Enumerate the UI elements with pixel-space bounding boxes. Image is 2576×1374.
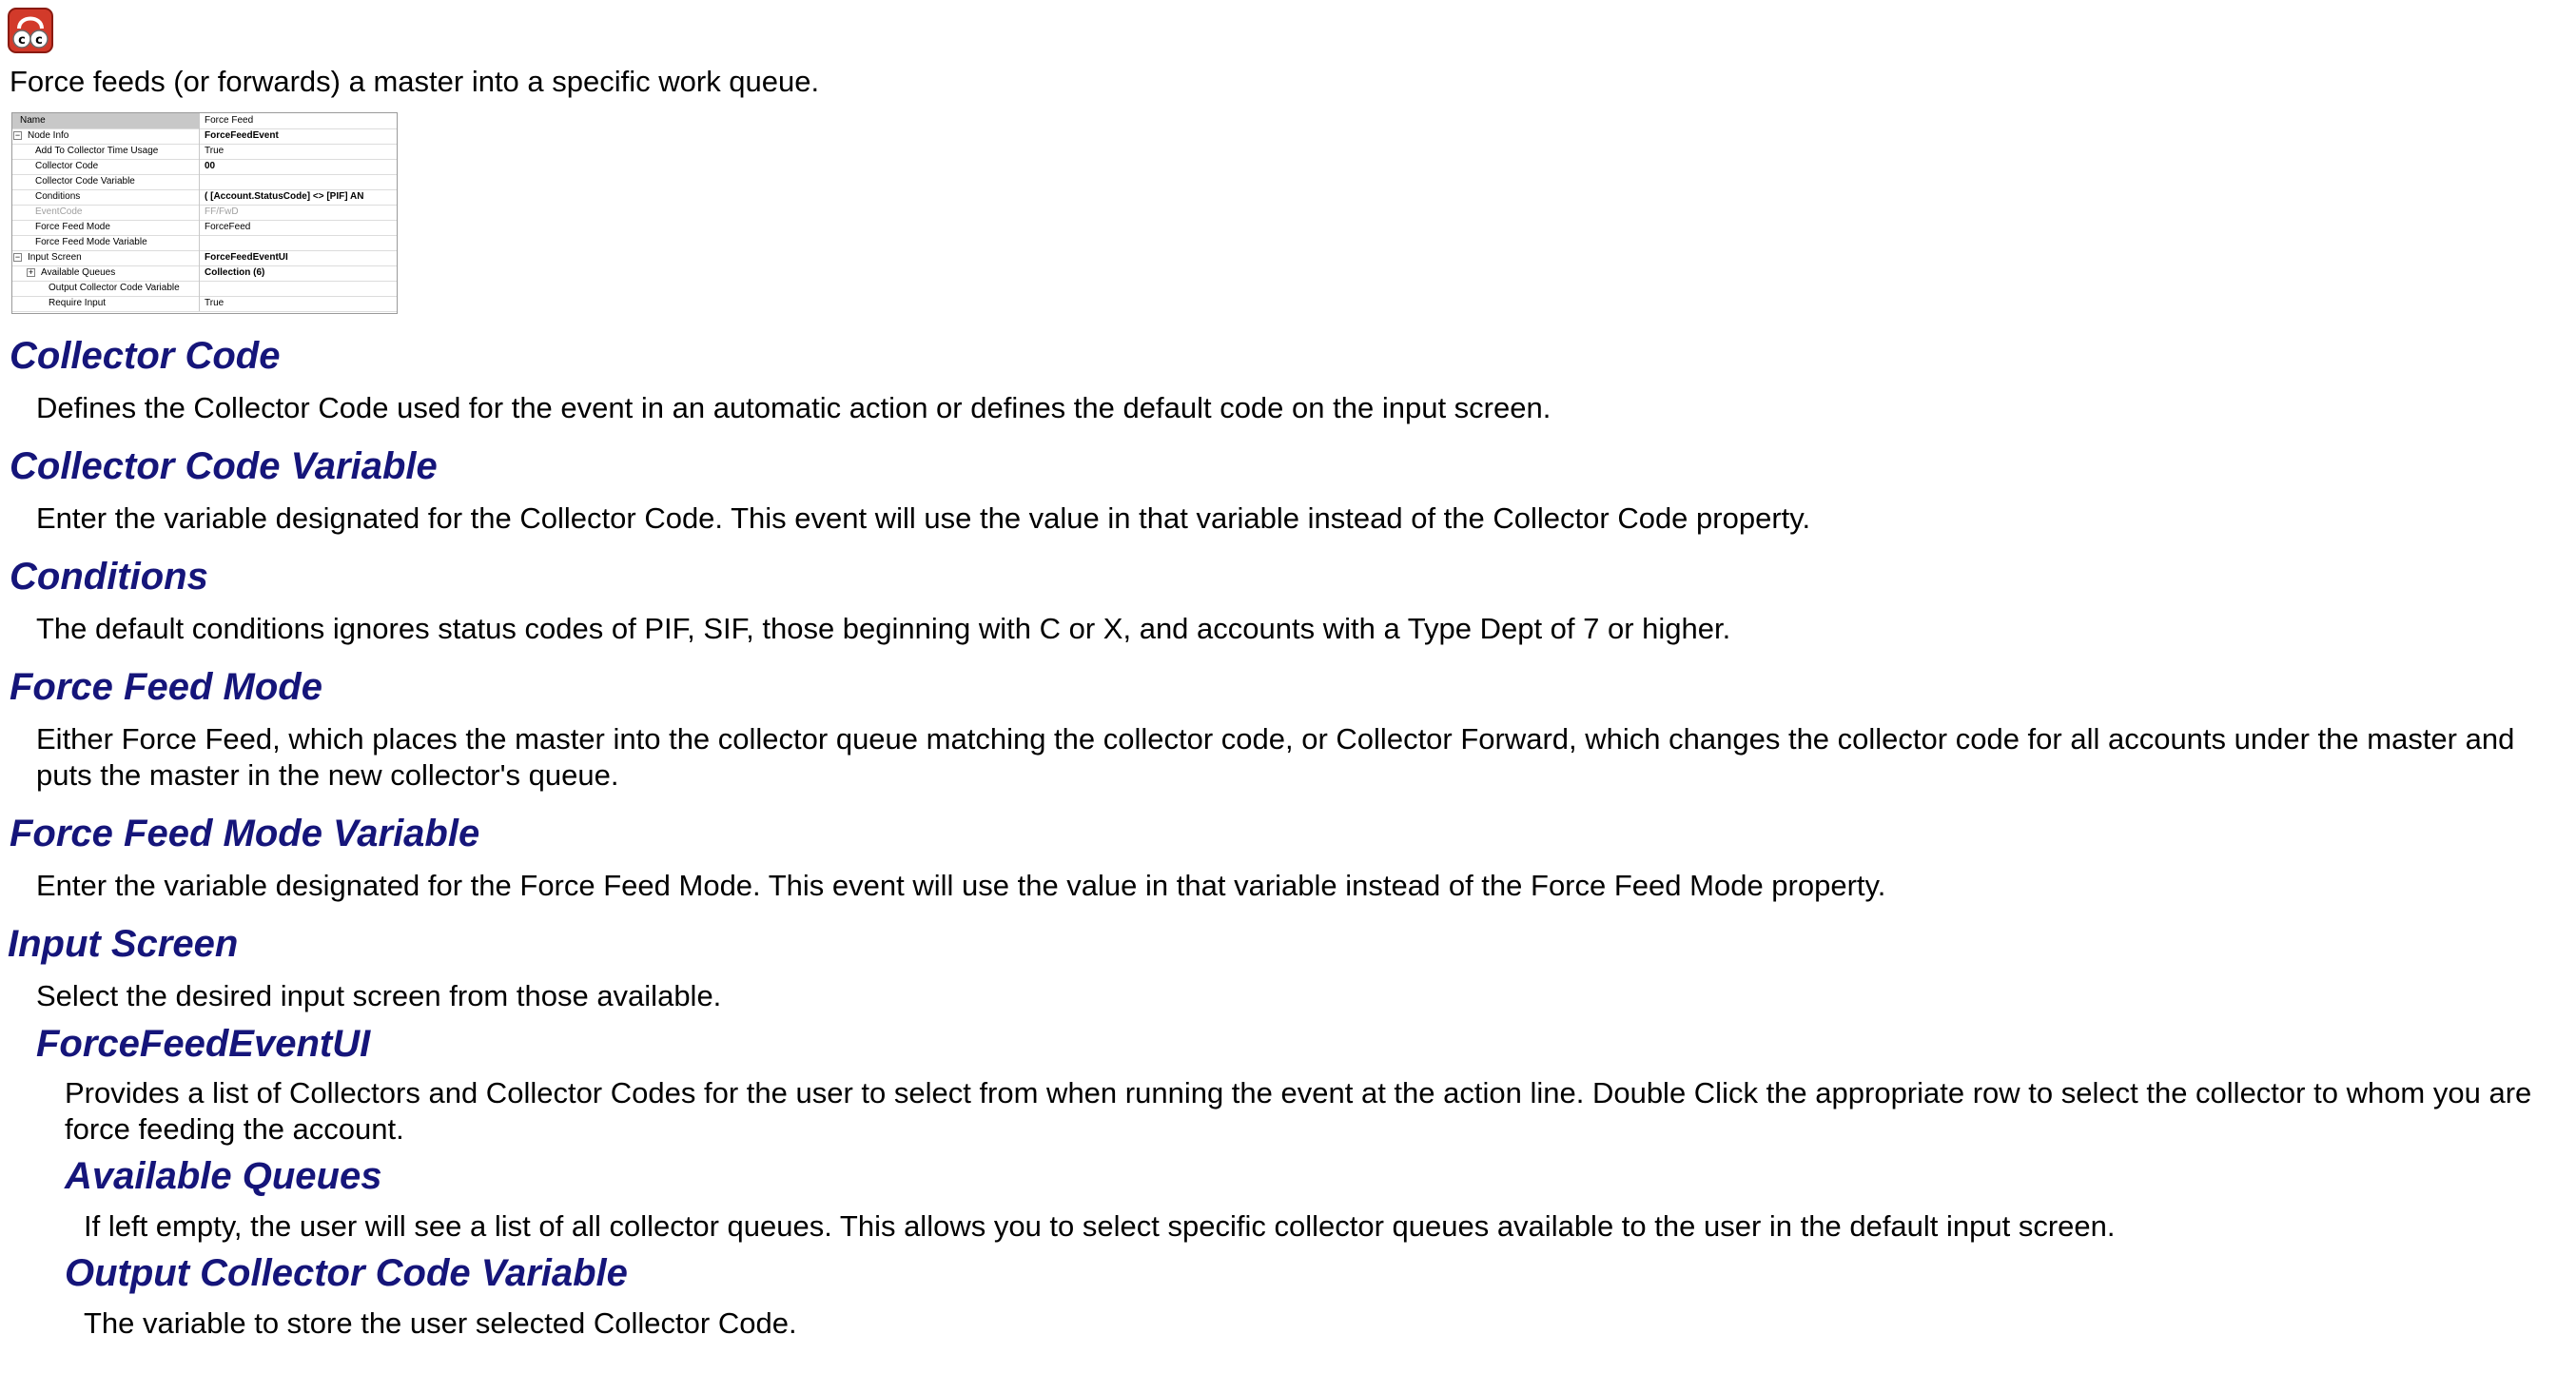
property-value[interactable]: ForceFeedEventUI: [205, 252, 288, 263]
text-output-collector-code-variable: The variable to store the user selected Collector Code.: [84, 1306, 797, 1340]
property-name-cell: [12, 205, 200, 220]
property-name-cell: [12, 296, 200, 311]
property-row[interactable]: [12, 235, 397, 251]
property-name-cell: [12, 144, 200, 159]
heading-force-feed-mode-variable: Force Feed Mode Variable: [10, 813, 480, 854]
property-row[interactable]: [12, 296, 397, 312]
property-name-cell: [12, 174, 200, 189]
property-name: Output Collector Code Variable: [49, 283, 180, 293]
collapse-icon[interactable]: −: [14, 252, 21, 262]
property-row[interactable]: [12, 220, 397, 236]
property-name: Collector Code Variable: [35, 176, 135, 186]
property-value[interactable]: 00: [205, 161, 216, 171]
property-value[interactable]: True: [205, 146, 224, 156]
property-row[interactable]: [12, 250, 397, 266]
heading-forcefeedeventui: ForceFeedEventUI: [36, 1023, 371, 1065]
heading-collector-code-variable: Collector Code Variable: [10, 445, 438, 487]
text-input-screen: Select the desired input screen from those available.: [36, 979, 722, 1012]
property-row[interactable]: [12, 281, 397, 297]
text-conditions: The default conditions ignores status codes of PIF, SIF, those beginning with C or X, and accounts with a Type Dept of 7 or higher.: [36, 612, 1731, 645]
heading-available-queues: Available Queues: [65, 1155, 382, 1197]
heading-force-feed-mode: Force Feed Mode: [10, 666, 322, 708]
text-collector-code: Defines the Collector Code used for the event in an automatic action or defines the default code on the input screen.: [36, 391, 1551, 424]
property-grid[interactable]: [11, 112, 398, 314]
expand-icon[interactable]: +: [28, 267, 34, 277]
svg-text:c: c: [35, 33, 43, 48]
text-collector-code-variable: Enter the variable designated for the Collector Code. This event will use the value in that variable instead of the Collector Code property.: [36, 501, 1811, 535]
property-name-cell: [12, 189, 200, 205]
heading-conditions: Conditions: [10, 556, 208, 598]
property-row[interactable]: [12, 189, 397, 206]
property-value[interactable]: [201, 235, 395, 250]
property-name: Available Queues: [41, 267, 116, 278]
intro-text: Force feeds (or forwards) a master into a specific work queue.: [10, 65, 820, 98]
property-name-cell: [12, 281, 200, 296]
heading-collector-code: Collector Code: [10, 335, 281, 377]
property-name: Input Screen: [28, 252, 82, 263]
property-row[interactable]: [12, 144, 397, 160]
text-available-queues: If left empty, the user will see a list of all collector queues. This allows you to select specific collector queues available to the user in the default input screen.: [84, 1209, 2116, 1243]
svg-text:c: c: [18, 33, 26, 48]
property-row[interactable]: [12, 205, 397, 221]
property-name: Force Feed Mode Variable: [35, 237, 147, 247]
property-value[interactable]: ForceFeedEvent: [205, 130, 279, 141]
property-row[interactable]: [12, 128, 397, 145]
heading-output-collector-code-variable: Output Collector Code Variable: [65, 1252, 628, 1294]
property-name: Collector Code: [35, 161, 99, 171]
property-value[interactable]: [201, 174, 395, 189]
property-name: EventCode: [35, 206, 83, 217]
text-forcefeedeventui: Provides a list of Collectors and Collector Codes for the user to select from when running the event at the action line. Double Click the appropriate row to select the collector to whom you are force feeding the account.: [65, 1076, 2532, 1146]
property-name-cell: [12, 265, 200, 281]
property-row[interactable]: [12, 174, 397, 190]
property-value[interactable]: ( [Account.StatusCode] <> [PIF] AN: [205, 191, 364, 202]
property-value[interactable]: FF/FwD: [205, 206, 239, 217]
property-name-cell: [12, 128, 200, 144]
heading-input-screen: Input Screen: [8, 923, 239, 965]
collector-code-icon: [8, 8, 53, 53]
property-name: Node Info: [28, 130, 69, 141]
property-name-cell: [12, 159, 200, 174]
property-value[interactable]: True: [205, 298, 224, 308]
property-name: Require Input: [49, 298, 107, 308]
property-value[interactable]: Force Feed: [205, 115, 254, 126]
text-force-feed-mode-variable: Enter the variable designated for the Force Feed Mode. This event will use the value in that variable instead of the Force Feed Mode property.: [36, 869, 1886, 902]
property-name-cell: [12, 113, 200, 128]
property-value[interactable]: [201, 281, 395, 296]
property-name-cell: [12, 250, 200, 265]
collapse-icon[interactable]: −: [14, 130, 21, 140]
property-row[interactable]: [12, 113, 397, 129]
property-name: Force Feed Mode: [35, 222, 110, 232]
property-name-cell: [12, 220, 200, 235]
property-row[interactable]: [12, 159, 397, 175]
property-name: Name: [20, 115, 46, 126]
property-value[interactable]: ForceFeed: [205, 222, 251, 232]
property-row[interactable]: [12, 265, 397, 282]
text-force-feed-mode: Either Force Feed, which places the master into the collector queue matching the collector code, or Collector Forward, which changes the collector code for all accounts under the master and puts the master in the new collector's queue.: [36, 722, 2515, 792]
property-name: Conditions: [35, 191, 81, 202]
property-name-cell: [12, 235, 200, 250]
property-name: Add To Collector Time Usage: [35, 146, 159, 156]
property-value[interactable]: Collection (6): [205, 267, 265, 278]
